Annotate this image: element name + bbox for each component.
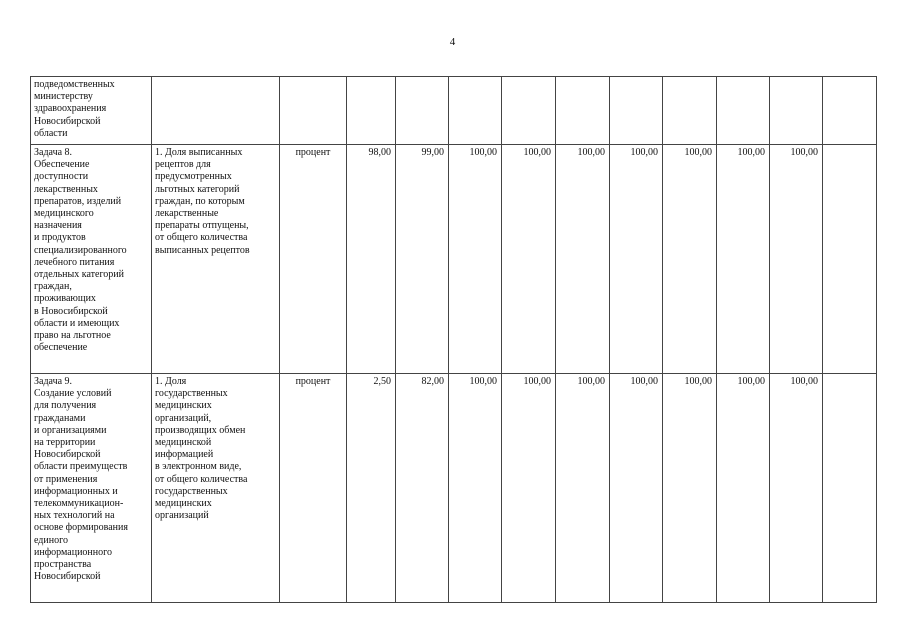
value-cell: 100,00	[449, 145, 502, 374]
value-cell	[610, 77, 663, 145]
value-cell: 100,00	[663, 145, 717, 374]
value-cell: 100,00	[556, 374, 610, 603]
indicator-cell	[152, 77, 280, 145]
value-cell: 100,00	[556, 145, 610, 374]
value-cell	[823, 145, 877, 374]
value-cell	[717, 77, 770, 145]
task-cell: Задача 9. Создание условий для получения гражданами и организациями на территории Новосибирской области преимуществ от применения информационных и телекоммуникацион- ных технологий на основе формирования единого информационного пространства Новосибирской	[31, 374, 152, 603]
value-cell: 100,00	[770, 374, 823, 603]
value-cell: 82,00	[396, 374, 449, 603]
value-cell: 100,00	[502, 374, 556, 603]
page-number: 4	[449, 36, 456, 48]
value-cell: 100,00	[770, 145, 823, 374]
table-row	[31, 145, 877, 374]
table-row	[31, 374, 877, 603]
table-row	[31, 77, 877, 145]
value-cell: 100,00	[610, 145, 663, 374]
value-cell	[823, 77, 877, 145]
value-cell	[556, 77, 610, 145]
unit-cell: процент	[280, 374, 347, 603]
value-cell: 100,00	[610, 374, 663, 603]
indicator-cell: 1. Доля государственных медицинских организаций, производящих обмен медицинской информацией в электронном виде, от общего количества государственных медицинских организаций	[152, 374, 280, 603]
task-cell: Задача 8. Обеспечение доступности лекарственных препаратов, изделий медицинского назначения и продуктов специализированного лечебного питания отдельных категорий граждан, проживающих в Новосибирской области и имеющих право на льготное обеспечение	[31, 145, 152, 374]
value-cell: 99,00	[396, 145, 449, 374]
value-cell	[396, 77, 449, 145]
value-cell: 100,00	[502, 145, 556, 374]
value-cell: 100,00	[717, 145, 770, 374]
value-cell	[663, 77, 717, 145]
value-cell	[449, 77, 502, 145]
indicators-table	[30, 76, 877, 603]
indicator-cell: 1. Доля выписанных рецептов для предусмотренных льготных категорий граждан, по которым лекарственные препараты отпущены, от общего количества выписанных рецептов	[152, 145, 280, 374]
value-cell: 98,00	[347, 145, 396, 374]
value-cell	[823, 374, 877, 603]
value-cell: 100,00	[663, 374, 717, 603]
unit-cell	[280, 77, 347, 145]
task-cell: подведомственных министерству здравоохранения Новосибирской области	[31, 77, 152, 145]
value-cell: 100,00	[449, 374, 502, 603]
value-cell: 100,00	[717, 374, 770, 603]
value-cell: 2,50	[347, 374, 396, 603]
unit-cell: процент	[280, 145, 347, 374]
value-cell	[770, 77, 823, 145]
value-cell	[502, 77, 556, 145]
value-cell	[347, 77, 396, 145]
